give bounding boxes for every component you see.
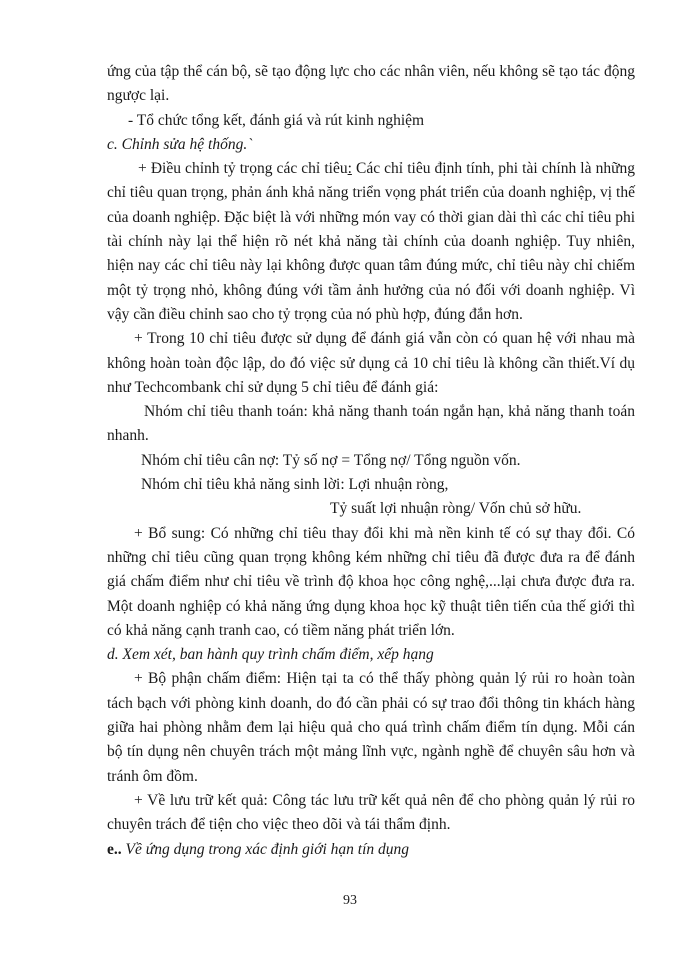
heading-c: c. Chỉnh sửa hệ thống.`: [107, 135, 253, 153]
heading-e: [107, 838, 635, 862]
body-text: [107, 60, 635, 862]
paragraph-5: Nhóm chỉ tiêu thanh toán: khả năng thanh toán ngắn hạn, khả năng thanh toán nhanh.: [107, 403, 635, 445]
paragraph-10: + Bộ phận chấm điểm: Hiện tại ta có thể thấy phòng quản lý rủi ro hoàn toàn tách bạch với phòng kinh doanh, do đó cần phải có sự trao đổi thông tin khách hàng giữa hai phòng nhằm đem lại hiệu quả cho quá trình chấm điểm tín dụng. Mỗi cán bộ tín dụng nên chuyên trách một mảng lĩnh vực, ngành nghề để chuyên sâu hơn và tránh ôm đồm.: [107, 670, 635, 785]
paragraph-3-lead: + Điều chỉnh tỷ trọng các chỉ tiêu:: [138, 160, 352, 178]
heading-d: d. Xem xét, ban hành quy trình chấm điểm, xếp hạng: [107, 646, 434, 664]
paragraph-2: - Tổ chức tổng kết, đánh giá và rút kinh nghiệm: [128, 111, 425, 129]
paragraph-3-rest: Các chỉ tiêu định tính, phi tài chính là những chỉ tiêu quan trọng, phản ánh khả năng triển vọng phát triển của doanh nghiệp, vị thế của doanh nghiệp. Đặc biệt là với những món vay có thời gian dài thì các chỉ tiêu phi tài chính này lại thể hiện rõ nét khả năng tài chính của doanh nghiệp. Tuy nhiên, hiện nay các chỉ tiêu này lại không được quan tâm đúng mức, chỉ tiêu này chỉ chiếm một tỷ trọng nhỏ, không đúng với tầm ảnh hưởng của nó đối với doanh nghiệp. Vì vậy cần điều chỉnh sao cho tỷ trọng của nó phù hợp, đúng đắn hơn.: [107, 160, 635, 323]
heading-e-text: Về ứng dụng trong xác định giới hạn tín dụng: [121, 840, 410, 858]
page-number: 93: [343, 893, 357, 908]
paragraph-11: + Về lưu trữ kết quả: Công tác lưu trữ kết quả nên để cho phòng quản lý rủi ro chuyên trách để tiện cho việc theo dõi và tái thẩm định.: [107, 791, 635, 834]
paragraph-3: [107, 157, 635, 327]
paragraph-4: + Trong 10 chỉ tiêu được sử dụng để đánh giá vẫn còn có quan hệ với nhau mà không hoàn toàn độc lập, do đó việc sử dụng cả 10 chỉ tiêu là không cần thiết.Ví dụ như Techcombank chỉ sử dụng 5 chỉ tiêu để đánh giá:: [107, 330, 635, 396]
paragraph-6: Nhóm chỉ tiêu cân nợ: Tỷ số nợ = Tổng nợ/ Tổng nguồn vốn.: [141, 451, 521, 469]
paragraph-1: ứng của tập thể cán bộ, sẽ tạo động lực cho các nhân viên, nếu không sẽ tạo tác động ngược lại.: [107, 63, 635, 105]
heading-e-prefix: e..: [107, 840, 122, 858]
paragraph-7: Nhóm chỉ tiêu khả năng sinh lời: Lợi nhuận ròng,: [141, 476, 449, 494]
paragraph-9: + Bổ sung: Có những chỉ tiêu thay đổi khi mà nền kinh tế có sự thay đổi. Có những chỉ tiêu cũng quan trọng không kém những chỉ tiêu đã được đưa ra để đánh giá chấm điểm như chỉ tiêu về trình độ khoa học công nghệ,...lại chưa được đưa ra. Một doanh nghiệp có khả năng ứng dụng khoa học kỹ thuật tiên tiến của thế giới thì có khả năng cạnh tranh cao, có tiềm năng phát triển lớn.: [107, 524, 635, 639]
paragraph-8: Tỷ suất lợi nhuận ròng/ Vốn chủ sở hữu.: [330, 500, 582, 518]
lead-colon: :: [347, 160, 352, 178]
